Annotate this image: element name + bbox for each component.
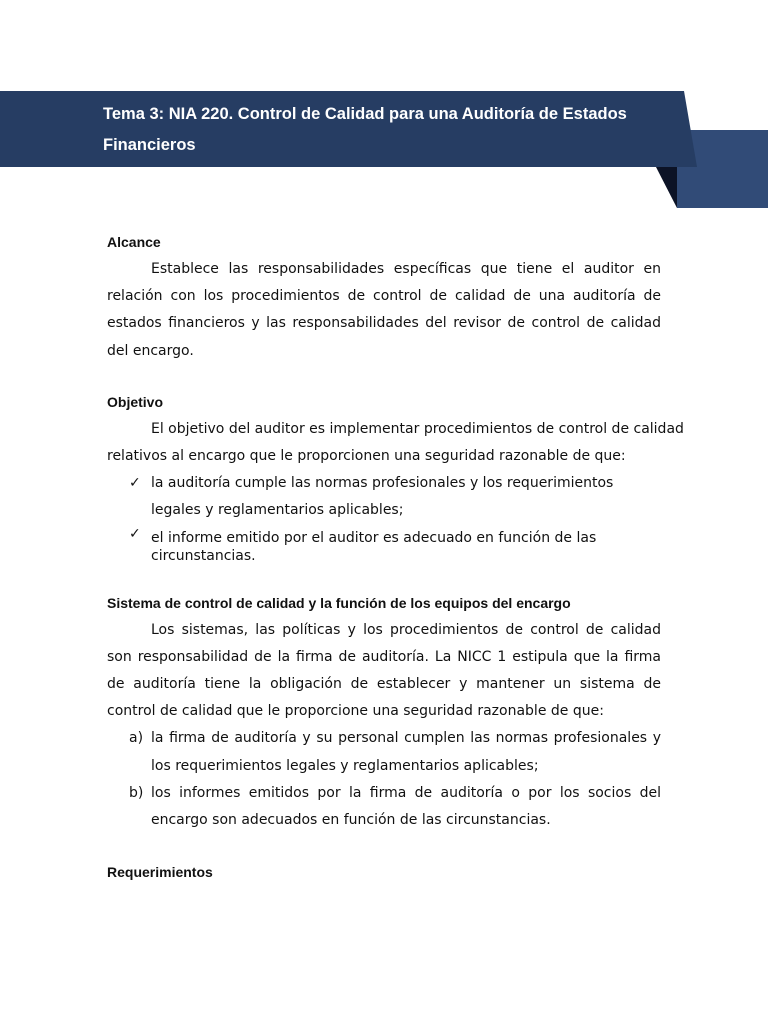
list-item: [107, 525, 661, 565]
paragraph-objetivo: El objetivo del auditor es implementar procedimientos de control de calidad relativos al encargo que le proporcionen una seguridad razonable de que:: [107, 420, 684, 465]
section-objetivo: [107, 388, 684, 565]
list-item: [107, 725, 661, 779]
section-alcance: [107, 228, 661, 365]
list-marker: b): [129, 784, 144, 801]
checkmark-icon: ✓: [129, 525, 141, 542]
section-heading-requerimientos: Requerimientos: [107, 864, 213, 881]
paragraph-alcance: Establece las responsabilidades específicas que tiene el auditor en relación con los procedimientos de control de calidad de una auditoría de estados financieros y las responsabilidades del revisor de control de calidad del encargo.: [107, 261, 661, 359]
list-item: [107, 780, 661, 834]
checklist: [107, 470, 661, 564]
list-item-text: el informe emitido por el auditor es adecuado en función de las circunstancias.: [151, 529, 597, 564]
paragraph-sistema: Los sistemas, las políticas y los procedimientos de control de calidad son responsabilidad de la firma de auditoría. La NICC 1 estipula que la firma de auditoría tiene la obligación de establecer y mantener un sistema de control de calidad que le proporcione una seguridad razonable de que:: [107, 621, 661, 720]
list-item: [107, 470, 661, 524]
section-heading-objetivo: Objetivo: [107, 393, 164, 410]
checkmark-icon: ✓: [129, 475, 141, 492]
section-requerimientos: [107, 858, 661, 886]
list-item-text: los informes emitidos por la firma de auditoría o por los socios del encargo son adecuados en función de las circunstancias.: [151, 784, 661, 829]
list-item-text: la auditoría cumple las normas profesionales y los requerimientos legales y reglamentarios aplicables;: [151, 475, 614, 519]
list-marker: a): [129, 730, 144, 747]
section-heading-sistema: Sistema de control de calidad y la función de los equipos del encargo: [107, 594, 571, 611]
section-sistema: [107, 589, 661, 835]
document-title: Tema 3: NIA 220. Control de Calidad para una Auditoría de Estados Financieros: [103, 105, 627, 154]
list-item-text: la firma de auditoría y su personal cumplen las normas profesionales y los requerimientos legales y reglamentarios aplicables;: [151, 730, 661, 774]
document-body: [107, 228, 684, 886]
lettered-list: [107, 725, 661, 834]
section-heading-alcance: Alcance: [107, 234, 161, 250]
